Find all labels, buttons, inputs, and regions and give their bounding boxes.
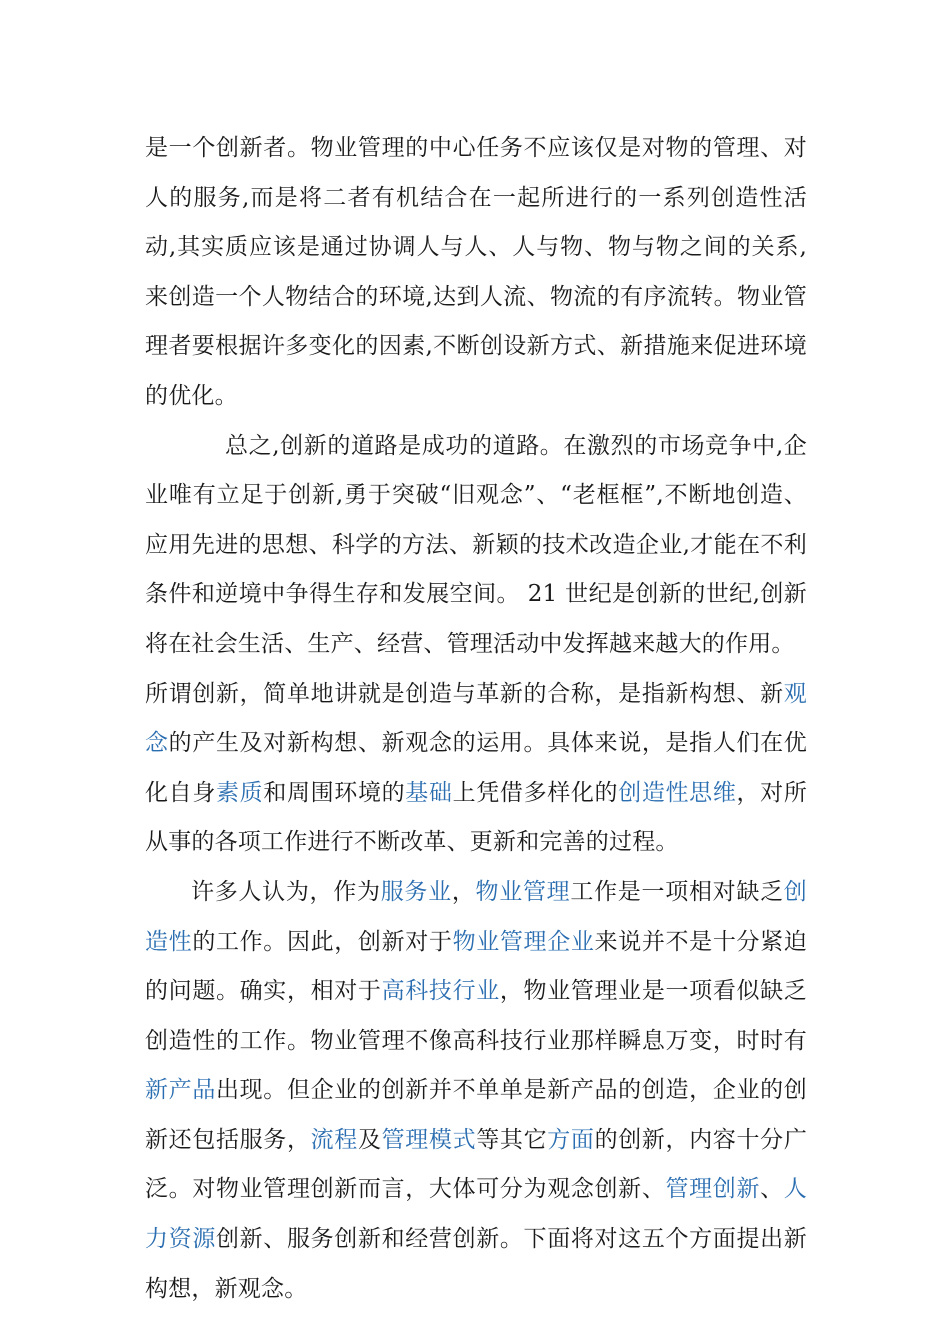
link-jichu[interactable]: 基础 — [405, 779, 453, 806]
text-run: 许多人认为，作为 — [191, 878, 381, 905]
text-run: 及 — [357, 1126, 382, 1153]
text-run: 、 — [760, 1176, 784, 1203]
text-run: 出现。但企业的创新并不单单是新产品的创造，企业的创新还包括服务， — [145, 1077, 807, 1153]
link-renli-ziyuan[interactable]: 人力资源 — [145, 1176, 807, 1253]
link-liucheng[interactable]: 流程 — [310, 1126, 358, 1153]
paragraph-3 — [145, 670, 807, 868]
text-run: ，对所从事的各项工作进行不断改革、更新和完善的过程。 — [145, 779, 808, 856]
text-run: 的工作。因此，创新对于 — [192, 928, 453, 955]
link-xin-chanpin[interactable]: 新产品 — [145, 1077, 216, 1104]
link-guanli-chuangxin[interactable]: 管理创新 — [665, 1176, 761, 1203]
link-wuye-guanli-qiye[interactable]: 物业管理企业 — [452, 928, 595, 955]
paragraph-1: 是一个创新者。物业管理的中心任务不应该仅是对物的管理、对人的服务,而是将二者有机结合在一起所进行的一系列创造性活动,其实质应该是通过协调人与人、人与物、物与物之间的关系,来创造一个人物结合的环境,达到人流、物流的有序流转。物业管理者要根据许多变化的因素,不断创设新方式、新措施来促进环境的优化。 — [145, 135, 807, 409]
text-run: 的产生及对新构想、新观念的运用。具体来说，是指人们在优化自身 — [145, 730, 808, 806]
document-body — [145, 124, 807, 1314]
text-run: 上凭借多样化的 — [452, 779, 619, 806]
link-chuangzaoxing-siwei[interactable]: 创造性思维 — [618, 779, 737, 806]
text-run: ，物业管理业是一项看似缺乏创造性的工作。物业管理不像高科技行业那样瞬息万变，时时有 — [145, 978, 807, 1054]
text-run: 创新、服务创新和经营创新。下面将对这五个方面提出新构想，新观念。 — [145, 1226, 807, 1302]
paragraph-2: 总之,创新的道路是成功的道路。在激烈的市场竞争中,企业唯有立足于创新,勇于突破“旧观念”、“老框框”,不断地创造、应用先进的思想、科学的方法、新颖的技术改造企业,才能在不利条件和逆境中争得生存和发展空间。 21 世纪是创新的世纪,创新将在社会生活、生产、经营、管理活动中发挥越来越大的作用。 — [145, 432, 807, 657]
link-fuwuye[interactable]: 服务业 — [380, 878, 452, 905]
link-guanli-moshi[interactable]: 管理模式 — [381, 1126, 477, 1153]
link-guannian[interactable]: 观念 — [145, 680, 807, 757]
paragraph-4 — [145, 868, 807, 1314]
link-chuangzaoxing[interactable]: 创造性 — [145, 878, 807, 955]
text-run: 等其它 — [476, 1126, 548, 1153]
link-gaokeji-hangye[interactable]: 高科技行业 — [381, 978, 500, 1005]
link-fangmian[interactable]: 方面 — [547, 1126, 595, 1153]
text-run: 来说并不是十分紧迫的问题。确实，相对于 — [145, 928, 807, 1005]
text-run: 所谓创新，简单地讲就是创造与革新的合称，是指新构想、新 — [145, 680, 784, 707]
link-suzhi[interactable]: 素质 — [215, 779, 264, 806]
text-run: ， — [451, 878, 476, 905]
text-run: 的创新，内容十分广泛。对物业管理创新而言，大体可分为观念创新、 — [145, 1126, 808, 1203]
text-run: 工作是一项相对缺乏 — [570, 878, 784, 905]
link-wuye-guanli[interactable]: 物业管理 — [475, 878, 571, 905]
text-run: 和周围环境的 — [263, 779, 406, 806]
